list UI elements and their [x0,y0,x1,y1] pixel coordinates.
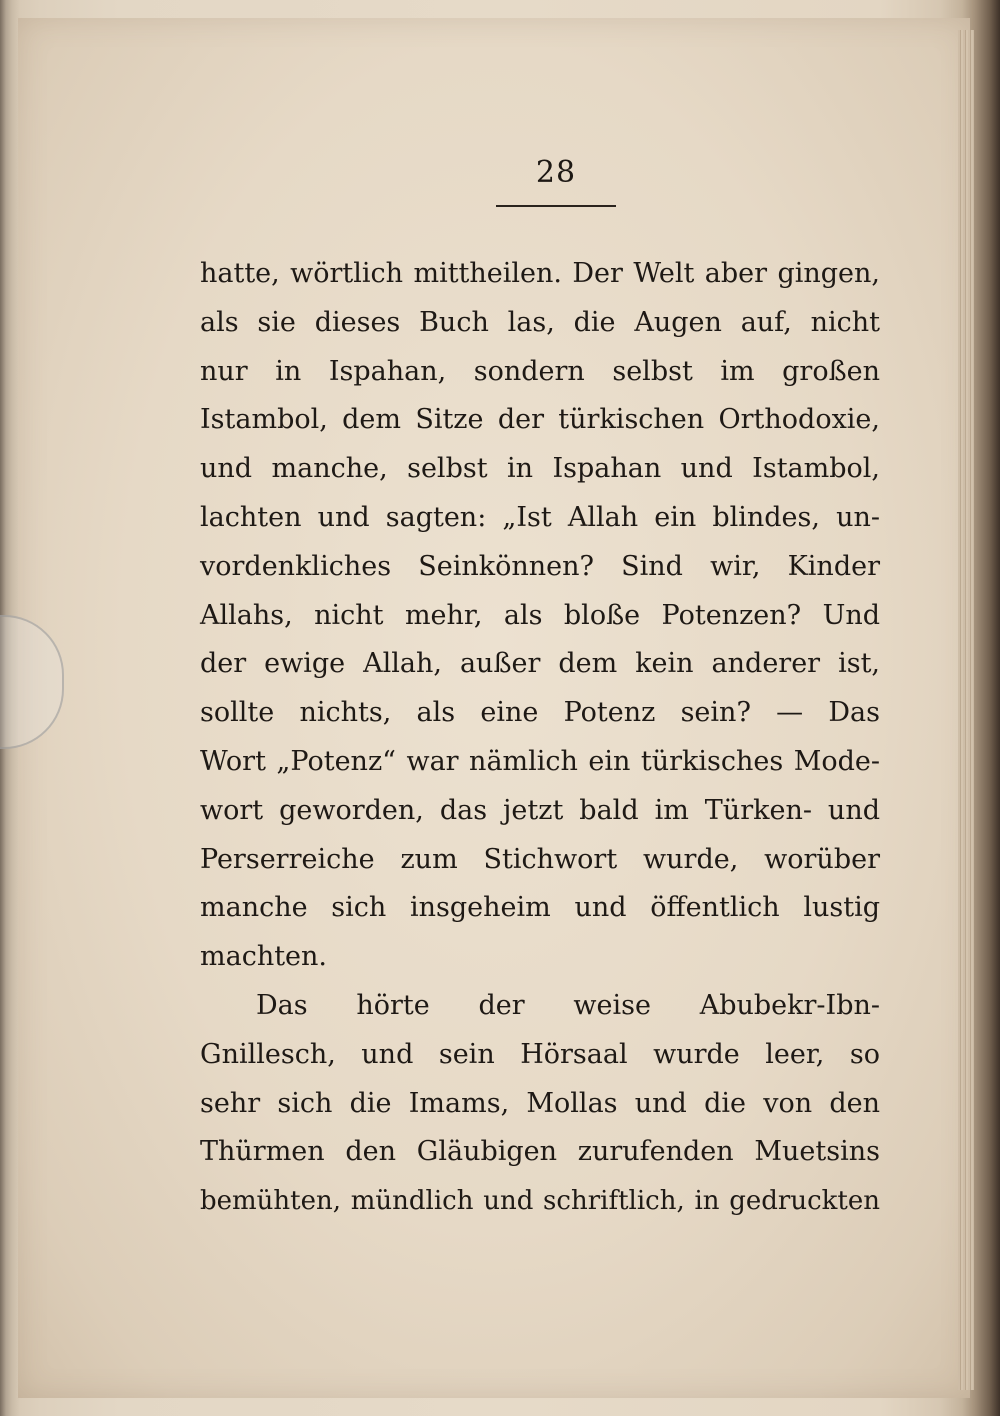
text-line: nur in Ispahan, sondern selbst im großen [200,356,880,387]
text-line: vordenkliches Seinkönnen? Sind wir, Kinder [200,551,880,582]
text-line: sehr sich die Imams, Mollas und die von den [200,1088,880,1119]
text-line: Allahs, nicht mehr, als bloße Potenzen? Und [200,600,880,631]
text-line: wort geworden, das jetzt bald im Türken- und [200,795,880,826]
text-line: und manche, selbst in Ispahan und Istambol, [200,453,880,484]
text-line: Thürmen den Gläubigen zurufenden Muetsins [200,1136,880,1167]
text-line-paragraph-start: Das hörte der weise Abubekr-Ibn- [256,990,880,1021]
text-line: der ewige Allah, außer dem kein anderer ist, [200,648,880,679]
text-line: Istambol, dem Sitze der türkischen Orthodoxie, [200,404,880,435]
text-line: bemühten, mündlich und schriftlich, in gedruckten [200,1186,880,1216]
text-line: sollte nichts, als eine Potenz sein? — Das [200,697,880,728]
text-line: als sie dieses Buch las, die Augen auf, nicht [200,307,880,338]
text-line: Perserreiche zum Stichwort wurde, worüber [200,844,880,875]
header-rule [496,205,616,207]
page-edges [958,30,974,1390]
text-line: hatte, wörtlich mittheilen. Der Welt aber gingen, [200,258,880,289]
page-number: 28 [535,155,577,190]
text-line: Gnillesch, und sein Hörsaal wurde leer, so [200,1039,880,1070]
text-line: machten. [200,941,328,972]
text-line: lachten und sagten: „Ist Allah ein blindes, un- [200,502,880,533]
text-line: manche sich insgeheim und öffentlich lustig [200,892,880,923]
text-line: Wort „Potenz“ war nämlich ein türkisches Mode- [200,746,880,777]
